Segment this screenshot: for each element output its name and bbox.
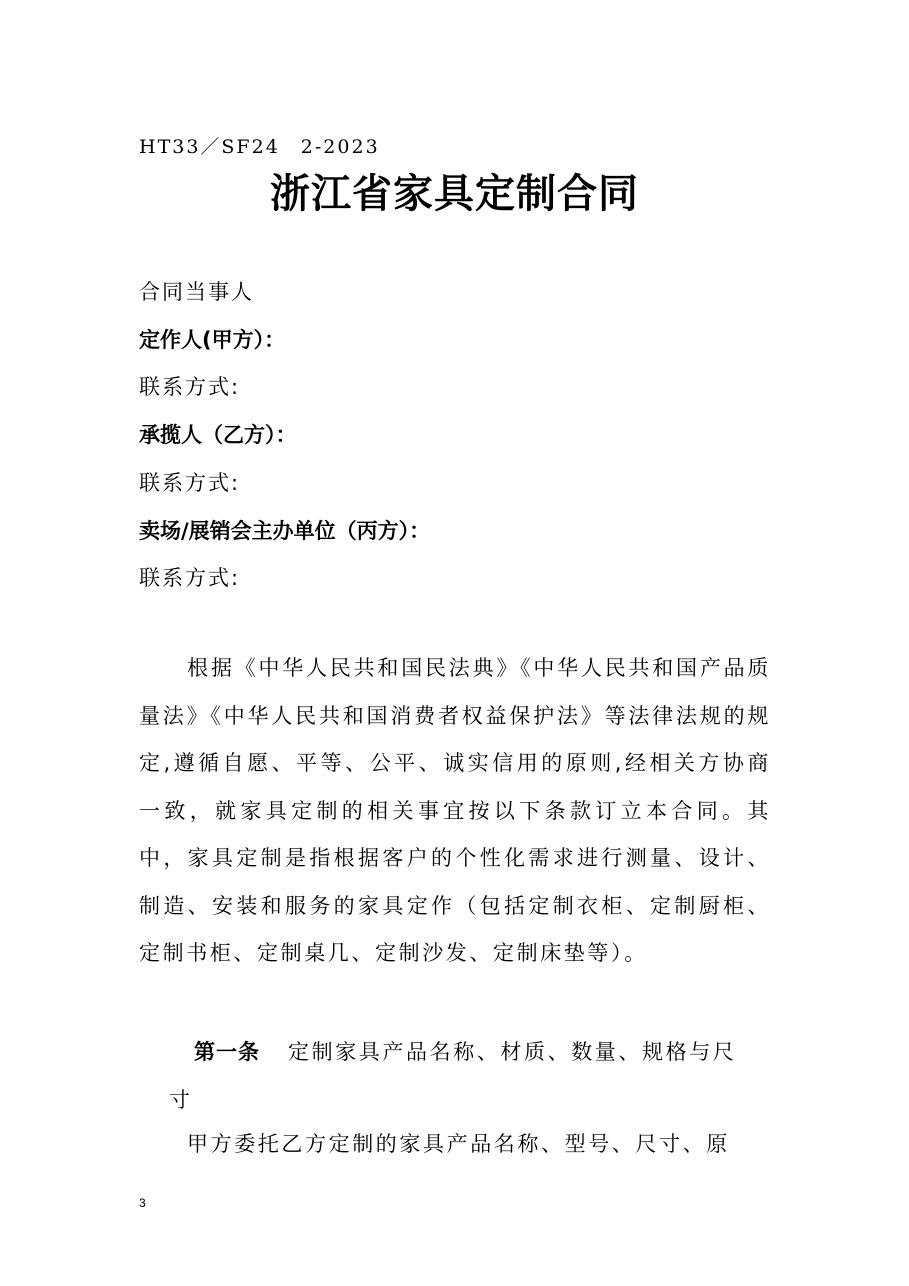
article-title-line1: 定制家具产品名称、材质、数量、规格与尺 [288,1040,737,1064]
party-a-contact: 联系方式: [139,375,241,399]
intro-paragraph [139,645,771,978]
party-b-label: 承揽人（乙方）： [139,423,297,447]
page-title: 浙江省家具定制合同 [270,170,639,217]
article-1-body-text: 甲方委托乙方定制的家具产品名称、型号、尺寸、原 [187,1132,730,1156]
intro-text: 根据《中华人民共和国民法典》《中华人民共和国产品质量法》《中华人民共和国消费者权益保护法》等法律法规的规定,遵循自愿、平等、公平、诚实信用的原则,经相关方协商一致，就家具定制的相关事宜按以下条款订立本合同。其中，家具定制是指根据客户的个性化需求进行测量、设计、制造、安装和服务的家具定作（包括定制衣柜、定制厨柜、定制书柜、定制桌几、定制沙发、定制床垫等）。 [139,656,771,965]
article-title-line2: 寸 [169,1088,193,1112]
party-b-contact: 联系方式: [139,471,241,495]
party-c-contact: 联系方式: [139,566,241,590]
party-c-label: 卖场/展销会主办单位（丙方）： [139,519,431,543]
article-1-heading [139,1028,771,1124]
parties-heading: 合同当事人 [139,280,254,304]
contract-code: HT33／SF24 2-2023 [139,136,380,158]
article-number: 第一条 [194,1040,260,1064]
page-number: 3 [139,1196,146,1210]
article-1-body [139,1121,771,1169]
party-a-label: 定作人(甲方）： [139,328,286,352]
